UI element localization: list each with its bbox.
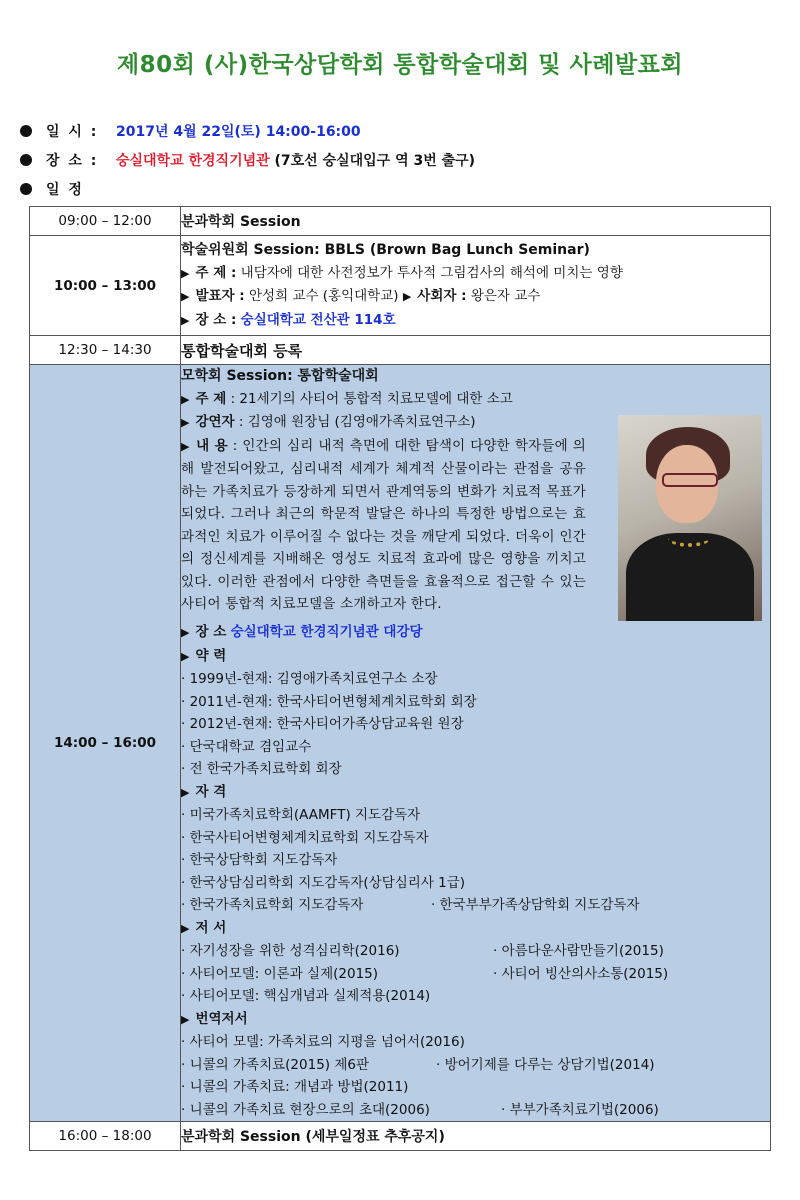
place-label: 장 소 : [46,153,99,169]
session-cell [181,236,771,336]
topic-line [181,262,770,286]
time-cell: 16:00 – 18:00 [30,1122,181,1151]
books-label: 저 서 [195,919,227,936]
topic-text: 내담자에 대한 사전정보가 투사적 그림검사의 해석에 미치는 영향 [240,264,623,281]
place-note: (7호선 숭실대입구 역 3번 출구) [274,153,476,169]
topic-text: : 21세기의 사티어 통합적 치료모델에 대한 소고 [230,390,513,407]
translation-item: · 니콜의 가족치료: 개념과 방법(2011) [181,1079,409,1095]
content-text: : 인간의 심리 내적 측면에 대한 탐색이 다양한 학자들에 의해 발전되어왔고, 심리내적 세계가 체계적 산물이라는 관점을 공유하는 가족치료가 등장하게 되면서 관계역동의 변화가 치료적 목표가 되었다. 그러나 최근의 학문적 발달은 하나의 특정한 방법으로는 효과적인 치료가 이루어질 수 없다는 것을 깨닫게 되었다. 더욱이 인간의 정신세계를 지배해온 영성도 치료적 효과에 많은 영향을 끼치고 있다. 이러한 관점에서 다양한 측면들을 효율적으로 접근할 수 있는 사티어 통합적 치료모델을 소개하고자 한다. [181,437,586,612]
topic-label: 주 제 : [195,264,237,281]
translation-item: · 사티어 모델: 가족치료의 지평을 넘어서(2016) [181,1034,465,1050]
schedule-label: 일 정 [46,182,84,198]
qual-item: · 한국사티어변형체계치료학회 지도감독자 [181,829,429,846]
translation-item: · 니콜의 가족치료 현장으로의 초대(2006) [181,1101,430,1118]
venue-line [181,621,770,645]
qual-item: · 한국상담학회 지도감독자 [181,852,338,868]
schedule-heading [20,179,780,199]
qual-pair [181,894,770,917]
qual-item: · 미국가족치료학회(AAMFT) 지도감독자 [181,807,421,823]
book-item: · 아름다운사람만들기(2015) [493,943,664,959]
qual-label: 자 격 [195,783,227,800]
topic-line [181,388,770,412]
time-cell: 10:00 – 13:00 [30,236,181,336]
place-label: 장 소 : [195,311,237,328]
translations-label: 번역저서 [195,1010,248,1027]
bullet-icon [20,183,32,195]
triangle-icon: ▶ [181,439,191,453]
triangle-icon: ▶ [181,1012,190,1026]
presenter-line [181,285,770,309]
triangle-icon: ▶ [181,313,190,327]
triangle-icon: ▶ [181,649,190,663]
place-value: 숭실대학교 한경직기념관 [116,153,270,169]
date-label: 일 시 : [46,124,99,140]
content-label: 내 용 [196,437,228,454]
session-title: 학술위원회 Session: BBLS (Brown Bag Lunch Seminar) [181,242,590,258]
triangle-icon: ▶ [181,416,190,429]
presenter-label: 발표자 : [195,288,245,304]
triangle-icon: ▶ [181,921,190,935]
qual-item: · 한국상담심리학회 지도감독자(상담심리사 1급) [181,874,466,891]
time-cell: 12:30 – 14:30 [30,336,181,365]
time-cell: 14:00 – 16:00 [30,365,181,1122]
book-pair [181,940,770,963]
career-item: · 2011년-현재: 한국사티어변형체계치료학회 회장 [181,693,477,710]
translation-item: · 부부가족치료기법(2006) [501,1101,659,1118]
speaker-photo [618,415,762,621]
triangle-icon: ▶ [181,785,190,799]
career-item: · 2012년-현재: 한국사티어가족상담교육원 원장 [181,716,464,732]
qual-heading [181,781,770,805]
book-item: · 사티어 빙산의사소통(2015) [493,965,669,982]
career-item: · 단국대학교 겸임교수 [181,738,312,755]
book-item: · 사티어모델: 이론과 실제(2015) [181,965,379,982]
career-label: 약 력 [195,647,227,664]
time-cell: 09:00 – 12:00 [30,207,181,236]
session-cell: 통합학술대회 등록 [181,336,771,365]
session-cell [181,365,771,1122]
presenter-text: 안성희 교수 (홍익대학교) [249,288,399,304]
triangle-icon: ▶ [402,290,412,303]
schedule-row [30,1122,771,1151]
translation-pair [181,1099,770,1122]
place-text: 숭실대학교 전산관 114호 [240,311,396,328]
session-title: 모학회 Session: 통합학술대회 [181,368,379,384]
place-line [20,150,780,170]
translation-item: · 방어기제를 다루는 상담기법(2014) [436,1056,655,1073]
session-cell: 분과학회 Session (세부일정표 추후공지) [181,1122,771,1151]
triangle-icon: ▶ [181,626,190,639]
career-item: · 전 한국가족치료학회 회장 [181,761,342,777]
triangle-icon: ▶ [181,266,190,280]
bullet-icon [20,125,32,137]
bullet-icon [20,154,32,166]
moderator-label: 사회자 : [417,288,467,304]
venue-text: 숭실대학교 한경직기념관 대강당 [230,624,423,640]
venue-label: 장 소 [195,624,227,640]
book-item: · 자기성장을 위한 성격심리학(2016) [181,943,400,959]
books-heading [181,917,770,941]
translation-pair [181,1054,770,1077]
schedule-row [30,207,771,236]
translation-item: · 니콜의 가족치료(2015) 제6판 [181,1056,370,1073]
speaker-text: : 김영애 원장님 (김영애가족치료연구소) [238,414,476,430]
translations-heading [181,1008,770,1032]
speaker-label: 강연자 [195,414,235,430]
date-value: 2017년 4월 22일(토) 14:00-16:00 [116,124,361,140]
moderator-text: 왕은자 교수 [470,288,541,304]
schedule-row [30,336,771,365]
book-item: · 사티어모델: 핵심개념과 실제적용(2014) [181,988,431,1004]
schedule-row [30,365,771,1122]
session-cell: 분과학회 Session [181,207,771,236]
content-paragraph [181,435,586,616]
triangle-icon: ▶ [181,392,190,406]
qual-item: · 한국부부가족상담학회 지도감독자 [431,897,640,913]
topic-label: 주 제 [195,390,227,407]
career-heading [181,645,770,669]
career-item: · 1999년-현재: 김영애가족치료연구소 소장 [181,671,438,687]
qual-item: · 한국가족치료학회 지도감독자 [181,897,364,913]
triangle-icon: ▶ [181,290,190,303]
place-line [181,309,770,333]
book-pair [181,963,770,986]
page-title: 제80회 (사)한국상담학회 통합학술대회 및 사례발표회 [116,52,684,78]
schedule-row [30,236,771,336]
date-line [20,121,780,141]
schedule-table [29,206,771,1151]
